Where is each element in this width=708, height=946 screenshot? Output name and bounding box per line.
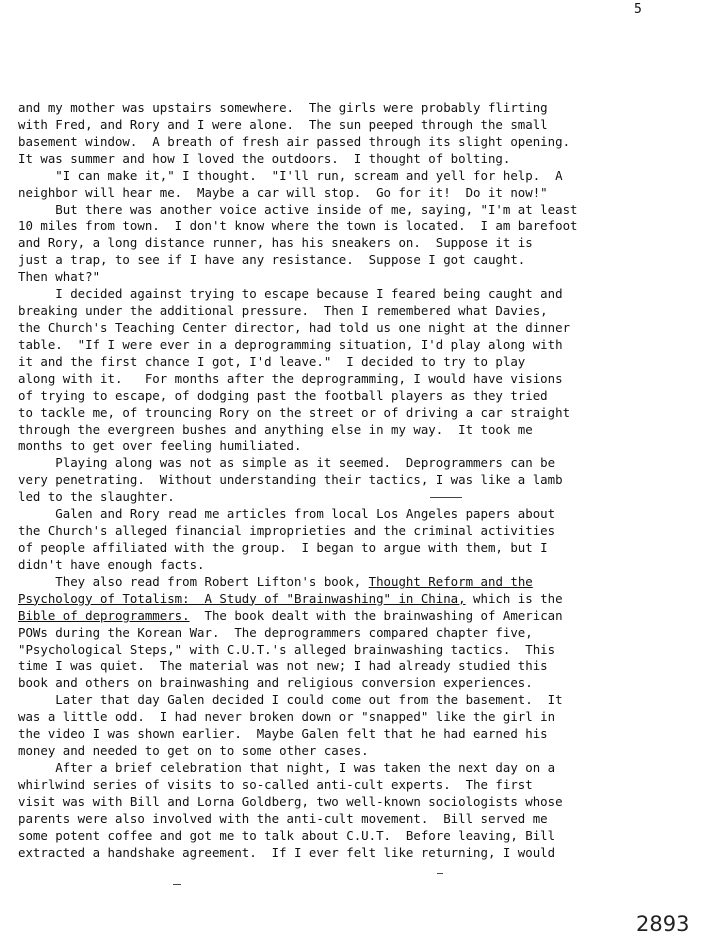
text-segment: which is the bbox=[465, 590, 563, 606]
text-line bbox=[18, 608, 690, 625]
document-control-number: 2893 bbox=[636, 912, 690, 936]
text-segment: They also read from Robert Lifton's book, bbox=[18, 573, 369, 589]
text-line bbox=[18, 591, 690, 608]
text-line: and my mother was upstairs somewhere. The girls were probably flirting bbox=[18, 100, 548, 115]
text-line: the video I was shown earlier. Maybe Galen felt that he had earned his bbox=[18, 726, 548, 742]
text-line: Galen and Rory read me articles from local Los Angeles papers about bbox=[18, 506, 556, 522]
text-line: the Church's alleged financial improprieties and the criminal activities bbox=[18, 523, 556, 539]
text-line: POWs during the Korean War. The deprogrammers compared chapter five, bbox=[18, 624, 533, 640]
text-line: some potent coffee and got me to talk about C.U.T. Before leaving, Bill bbox=[18, 827, 556, 843]
text-line: money and needed to get on to some other cases. bbox=[18, 743, 369, 759]
text-line: didn't have enough facts. bbox=[18, 556, 205, 572]
text-line: Later that day Galen decided I could come out from the basement. It bbox=[18, 692, 563, 708]
text-line: with Fred, and Rory and I were alone. The sun peeped through the small bbox=[18, 116, 548, 132]
text-line: time I was quiet. The material was not new; I had already studied this bbox=[18, 658, 548, 674]
text-line: along with it. For months after the deprogramming, I would have visions bbox=[18, 370, 563, 386]
text-line bbox=[18, 574, 690, 591]
text-line: Playing along was not as simple as it seemed. Deprogrammers can be bbox=[18, 455, 556, 471]
text-line: But there was another voice active inside of me, saying, "I'm at least bbox=[18, 201, 578, 217]
text-line: I decided against trying to escape because I feared being caught and bbox=[18, 286, 563, 302]
book-title-underlined: Thought Reform and the bbox=[368, 573, 533, 589]
text-line: "I can make it," I thought. "I'll run, scream and yell for help. A bbox=[18, 167, 563, 183]
text-line: Then what?" bbox=[18, 269, 101, 285]
text-line: book and others on brainwashing and religious conversion experiences. bbox=[18, 675, 533, 691]
text-line: just a trap, to see if I have any resistance. Suppose I got caught. bbox=[18, 252, 526, 268]
text-line: months to get over feeling humiliated. bbox=[18, 438, 302, 454]
text-line: table. "If I were ever in a deprogramming situation, I'd play along with bbox=[18, 336, 563, 352]
scan-mark bbox=[437, 873, 443, 874]
page-number: 5 bbox=[634, 2, 642, 17]
text-line: and Rory, a long distance runner, has his sneakers on. Suppose it is bbox=[18, 235, 533, 251]
text-line: of people affiliated with the group. I began to argue with them, but I bbox=[18, 539, 548, 555]
text-line: to tackle me, of trouncing Rory on the street or of driving a car straight bbox=[18, 404, 571, 420]
document-body bbox=[18, 100, 690, 861]
text-line: After a brief celebration that night, I was taken the next day on a bbox=[18, 759, 556, 775]
text-line: 10 miles from town. I don't know where the town is located. I am barefoot bbox=[18, 218, 578, 234]
text-line: "Psychological Steps," with C.U.T.'s alleged brainwashing tactics. This bbox=[18, 641, 556, 657]
text-line: of trying to escape, of dodging past the football players as they tried bbox=[18, 387, 548, 403]
text-line: it and the first chance I got, I'd leave." I decided to try to play bbox=[18, 353, 526, 369]
book-title-underlined: Psychology of Totalism: A Study of "Brainwashing" in China, bbox=[18, 590, 466, 606]
text-line: the Church's Teaching Center director, had told us one night at the dinner bbox=[18, 319, 571, 335]
book-title-underlined: Bible of deprogrammers. bbox=[18, 607, 190, 623]
scan-mark bbox=[173, 884, 181, 885]
text-segment: The book dealt with the brainwashing of American bbox=[189, 607, 563, 623]
text-line: extracted a handshake agreement. If I ever felt like returning, I would bbox=[18, 844, 556, 860]
text-line: visit was with Bill and Lorna Goldberg, two well-known sociologists whose bbox=[18, 793, 563, 809]
text-line: led to the slaughter. bbox=[18, 489, 175, 505]
text-line: through the evergreen bushes and anything else in my way. It took me bbox=[18, 421, 533, 437]
scan-mark bbox=[430, 497, 462, 498]
text-line: basement window. A breath of fresh air passed through its slight opening. bbox=[18, 133, 571, 149]
text-line: parents were also involved with the anti-cult movement. Bill served me bbox=[18, 810, 548, 826]
text-line: neighbor will hear me. Maybe a car will stop. Go for it! Do it now!" bbox=[18, 184, 548, 200]
text-line: very penetrating. Without understanding their tactics, I was like a lamb bbox=[18, 472, 563, 488]
text-line: It was summer and how I loved the outdoors. I thought of bolting. bbox=[18, 150, 511, 166]
text-line: whirlwind series of visits to so-called anti-cult experts. The first bbox=[18, 776, 533, 792]
text-line: was a little odd. I had never broken down or "snapped" like the girl in bbox=[18, 709, 556, 725]
text-line: breaking under the additional pressure. Then I remembered what Davies, bbox=[18, 303, 548, 319]
